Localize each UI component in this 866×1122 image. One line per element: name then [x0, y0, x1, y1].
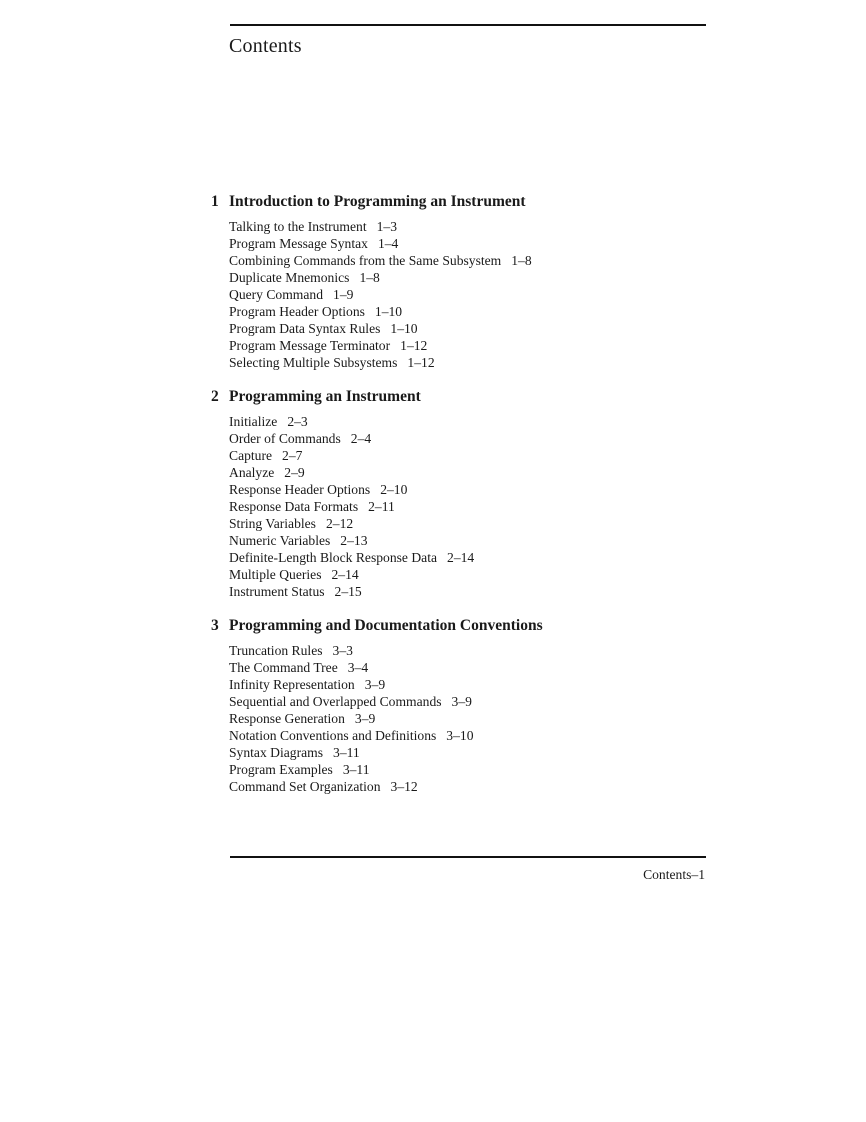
toc-entry[interactable] [229, 235, 866, 252]
toc-entry[interactable] [229, 320, 866, 337]
entry-page-number[interactable]: 1–9 [333, 287, 354, 302]
toc-entry[interactable] [229, 464, 866, 481]
section-list [229, 218, 866, 371]
entry-title[interactable]: Response Generation [229, 711, 345, 726]
toc-entry[interactable] [229, 252, 866, 269]
entry-page-number[interactable]: 2–4 [350, 431, 372, 446]
entry-title[interactable]: Program Message Syntax [229, 236, 368, 251]
toc-entry[interactable] [229, 303, 866, 320]
toc-entry[interactable] [229, 430, 866, 447]
top-rule [230, 24, 706, 26]
section-list [229, 413, 866, 600]
entry-page-number[interactable]: 1–8 [359, 270, 380, 285]
entry-title[interactable]: Query Command [229, 287, 324, 302]
toc-entry[interactable] [229, 532, 866, 549]
toc-entry[interactable] [229, 481, 866, 498]
toc-entry[interactable] [229, 269, 866, 286]
entry-title[interactable]: Selecting Multiple Subsystems [229, 355, 398, 370]
toc-entry[interactable] [229, 515, 866, 532]
bottom-rule [230, 856, 706, 858]
toc-entry[interactable] [229, 761, 866, 778]
entry-title[interactable]: Order of Commands [229, 431, 341, 446]
toc-entry[interactable] [229, 710, 866, 727]
chapter-heading[interactable] [0, 617, 866, 639]
entry-page-number[interactable]: 3–11 [333, 745, 360, 760]
toc-entry[interactable] [229, 286, 866, 303]
toc-entry[interactable] [229, 337, 866, 354]
toc-entry[interactable] [229, 583, 866, 600]
entry-title[interactable]: Response Data Formats [229, 499, 359, 514]
entry-page-number[interactable]: 2–3 [287, 414, 308, 429]
entry-title[interactable]: Numeric Variables [229, 533, 331, 548]
entry-page-number[interactable]: 1–12 [407, 355, 435, 370]
entry-page-number[interactable]: 2–10 [380, 482, 408, 497]
entry-title[interactable]: String Variables [229, 516, 316, 531]
toc-entry[interactable] [229, 642, 866, 659]
toc-entry[interactable] [229, 413, 866, 430]
entry-title[interactable]: Program Data Syntax Rules [229, 321, 381, 336]
page-title: Contents [229, 35, 302, 57]
toc-entry[interactable] [229, 778, 866, 795]
entry-page-number[interactable]: 1–10 [374, 304, 403, 319]
toc-entry[interactable] [229, 498, 866, 515]
entry-title[interactable]: Program Header Options [229, 304, 365, 319]
entry-title[interactable]: Instrument Status [229, 584, 325, 599]
entry-title[interactable]: Notation Conventions and Definitions [229, 728, 437, 743]
entry-title[interactable]: Syntax Diagrams [229, 745, 324, 760]
entry-title[interactable]: Duplicate Mnemonics [229, 270, 350, 285]
entry-title[interactable]: Definite-Length Block Response Data [229, 550, 438, 565]
entry-title[interactable]: The Command Tree [229, 660, 338, 675]
entry-title[interactable]: Program Message Terminator [229, 338, 391, 353]
chapter-heading[interactable] [0, 193, 866, 215]
toc-entry[interactable] [229, 727, 866, 744]
toc-entry[interactable] [229, 354, 866, 371]
entry-title[interactable]: Truncation Rules [229, 643, 323, 658]
entry-page-number[interactable]: 3–9 [451, 694, 472, 709]
entry-title[interactable]: Sequential and Overlapped Commands [229, 694, 442, 709]
entry-page-number[interactable]: 3–9 [364, 677, 386, 692]
entry-page-number[interactable]: 3–10 [446, 728, 474, 743]
entry-page-number[interactable]: 2–14 [331, 567, 359, 582]
chapter-3 [0, 617, 866, 795]
entry-page-number[interactable]: 2–7 [282, 448, 303, 463]
entry-page-number[interactable]: 2–14 [447, 550, 475, 565]
toc-entry[interactable] [229, 744, 866, 761]
entry-title[interactable]: Capture [229, 448, 273, 463]
entry-title[interactable]: Talking to the Instrument [229, 219, 367, 234]
chapter-title[interactable]: Introduction to Programming an Instrument [229, 193, 526, 210]
entry-title[interactable]: Initialize [229, 414, 278, 429]
chapter-title[interactable]: Programming an Instrument [229, 388, 421, 405]
entry-page-number[interactable]: 3–9 [354, 711, 376, 726]
toc-entry[interactable] [229, 549, 866, 566]
entry-page-number[interactable]: 2–12 [325, 516, 354, 531]
entry-page-number[interactable]: 1–10 [390, 321, 418, 336]
toc-entry[interactable] [229, 218, 866, 235]
entry-page-number[interactable]: 2–9 [284, 465, 305, 480]
entry-page-number[interactable]: 3–11 [342, 762, 370, 777]
entry-page-number[interactable]: 3–3 [332, 643, 353, 658]
entry-page-number[interactable]: 1–3 [376, 219, 397, 234]
entry-title[interactable]: Multiple Queries [229, 567, 322, 582]
entry-page-number[interactable]: 3–12 [390, 779, 418, 794]
entry-title[interactable]: Response Header Options [229, 482, 371, 497]
entry-title[interactable]: Infinity Representation [229, 677, 355, 692]
section-list [229, 642, 866, 795]
entry-page-number[interactable]: 2–13 [340, 533, 368, 548]
entry-page-number[interactable]: 2–11 [368, 499, 395, 514]
page-footer: Contents–1 [643, 867, 705, 882]
entry-page-number[interactable]: 2–15 [334, 584, 362, 599]
entry-title[interactable]: Analyze [229, 465, 275, 480]
entry-page-number[interactable]: 1–4 [377, 236, 399, 251]
entry-page-number[interactable]: 3–4 [347, 660, 369, 675]
chapter-1 [0, 193, 866, 371]
table-of-contents [0, 193, 866, 795]
entry-page-number[interactable]: 1–8 [511, 253, 532, 268]
chapter-2 [0, 388, 866, 600]
toc-entry[interactable] [229, 659, 866, 676]
entry-title[interactable]: Command Set Organization [229, 779, 381, 794]
chapter-title[interactable]: Programming and Documentation Conventions [229, 617, 543, 634]
toc-entry[interactable] [229, 676, 866, 693]
toc-entry[interactable] [229, 447, 866, 464]
chapter-number: 2 [211, 388, 219, 405]
toc-entry[interactable] [229, 693, 866, 710]
chapter-number: 3 [211, 617, 219, 634]
entry-title[interactable]: Combining Commands from the Same Subsystem [229, 253, 502, 268]
entry-title[interactable]: Program Examples [229, 762, 333, 777]
chapter-number: 1 [211, 193, 219, 210]
toc-entry[interactable] [229, 566, 866, 583]
entry-page-number[interactable]: 1–12 [400, 338, 428, 353]
chapter-heading[interactable] [0, 388, 866, 410]
